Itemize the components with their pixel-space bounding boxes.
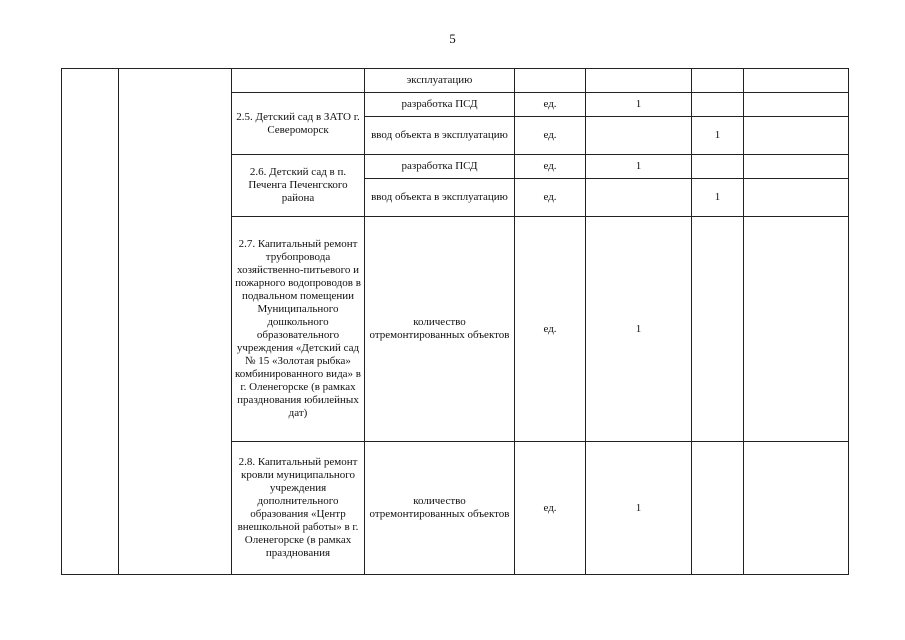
value-cell: 1 [586,93,692,117]
indicator-cell: количество отремонтированных объектов [365,217,515,442]
name-cell: 2.8. Капитальный ремонт кровли муниципального учреждения дополнительного образования «Центр внешкольной работы» в г. Оленегорске (в рамках празднования [232,442,365,575]
indicator-cell: эксплуатацию [365,69,515,93]
value-cell [692,155,744,179]
unit-cell: ед. [515,117,586,155]
indicator-cell: разработка ПСД [365,155,515,179]
name-cell: 2.6. Детский сад в п. Печенга Печенгского района [232,155,365,217]
value-cell [744,179,849,217]
value-cell [586,69,692,93]
value-cell: 1 [586,442,692,575]
name-cell [232,69,365,93]
unit-cell: ед. [515,179,586,217]
value-cell [692,69,744,93]
value-cell: 1 [586,217,692,442]
indicator-cell: количество отремонтированных объектов [365,442,515,575]
value-cell [744,442,849,575]
value-cell [744,117,849,155]
name-cell: 2.7. Капитальный ремонт трубопровода хозяйственно-питьевого и пожарного водопроводов в подвальном помещении Муниципального дошкольного образовательного учреждения «Детский сад № 15 «Золотая рыбка» комбинированного вида» в г. Оленегорске (в рамках празднования юбилейных дат) [232,217,365,442]
page-number: 5 [449,31,456,46]
value-cell [744,93,849,117]
unit-cell: ед. [515,442,586,575]
value-cell: 1 [692,179,744,217]
merged-task-cell [119,69,232,575]
unit-cell: ед. [515,155,586,179]
value-cell: 1 [692,117,744,155]
merged-number-cell [62,69,119,575]
name-cell: 2.5. Детский сад в ЗАТО г. Североморск [232,93,365,155]
unit-cell: ед. [515,217,586,442]
indicator-cell: ввод объекта в эксплуатацию [365,179,515,217]
value-cell: 1 [586,155,692,179]
value-cell [692,93,744,117]
indicator-cell: разработка ПСД [365,93,515,117]
table-row [62,69,849,93]
unit-cell: ед. [515,93,586,117]
value-cell [692,217,744,442]
unit-cell [515,69,586,93]
indicator-cell: ввод объекта в эксплуатацию [365,117,515,155]
value-cell [744,155,849,179]
value-cell [744,69,849,93]
program-table [61,68,849,575]
value-cell [586,179,692,217]
value-cell [586,117,692,155]
value-cell [692,442,744,575]
value-cell [744,217,849,442]
